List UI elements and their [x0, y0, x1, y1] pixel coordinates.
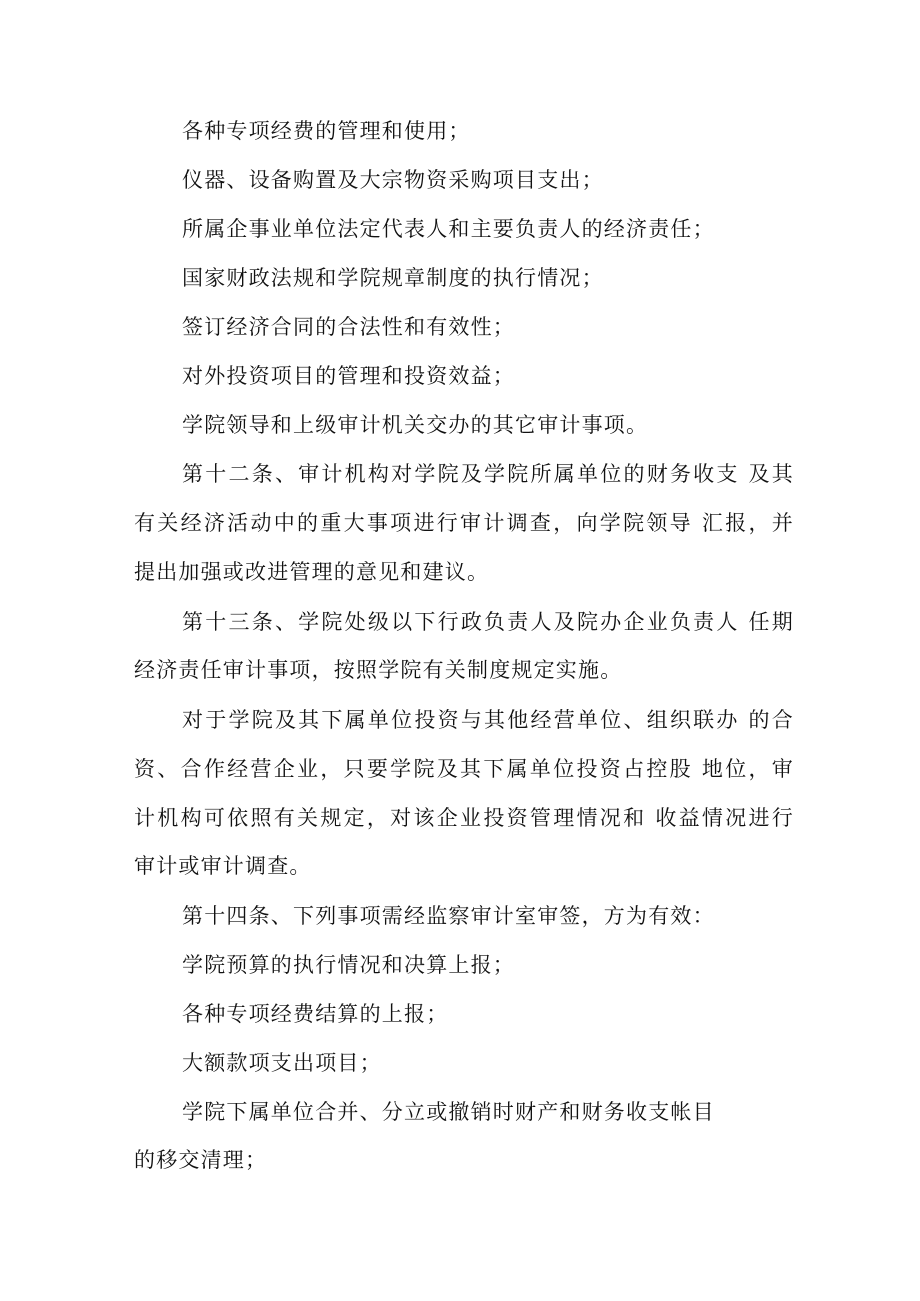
- text-line: 学院领导和上级审计机关交办的其它审计事项。: [182, 413, 649, 437]
- article-12-line: 提出加强或改进管理的意见和建议。: [134, 560, 490, 584]
- text-line: 的移交清理；: [134, 1148, 268, 1172]
- text-line: 学院预算的执行情况和决算上报；: [182, 953, 515, 977]
- article-12-line: 有关经济活动中的重大事项进行审计调查，向学院领导 汇报，并: [134, 511, 794, 535]
- text-line: 学院下属单位合并、分立或撤销时财产和财务收支帐目: [182, 1100, 715, 1124]
- article-12-line: 第十二条、审计机构对学院及学院所属单位的财务收支 及其: [182, 462, 794, 486]
- text-line: 各种专项经费的管理和使用；: [182, 119, 471, 143]
- text-line: 大额款项支出项目；: [182, 1051, 382, 1075]
- investment-paragraph-line: 对于学院及其下属单位投资与其他经营单位、组织联办 的合: [182, 708, 794, 732]
- text-line: 签订经济合同的合法性和有效性；: [182, 315, 515, 339]
- text-line: 所属企事业单位法定代表人和主要负责人的经济责任；: [182, 217, 715, 241]
- text-line: 各种专项经费结算的上报；: [182, 1002, 449, 1026]
- text-line: 对外投资项目的管理和投资效益；: [182, 364, 515, 388]
- article-14-line: 第十四条、下列事项需经监察审计室审签，方为有效：: [182, 904, 715, 928]
- investment-paragraph-line: 资、合作经营企业，只要学院及其下属单位投资占控股 地位，审: [134, 757, 794, 781]
- article-13-line: 第十三条、学院处级以下行政负责人及院办企业负责人 任期: [182, 610, 794, 634]
- investment-paragraph-line: 审计或审计调查。: [134, 854, 312, 878]
- article-13-line: 经济责任审计事项，按照学院有关制度规定实施。: [134, 658, 623, 682]
- investment-paragraph-line: 计机构可依照有关规定，对该企业投资管理情况和 收益情况进行: [134, 806, 794, 830]
- text-line: 仪器、设备购置及大宗物资采购项目支出；: [182, 168, 604, 192]
- text-line: 国家财政法规和学院规章制度的执行情况；: [182, 266, 604, 290]
